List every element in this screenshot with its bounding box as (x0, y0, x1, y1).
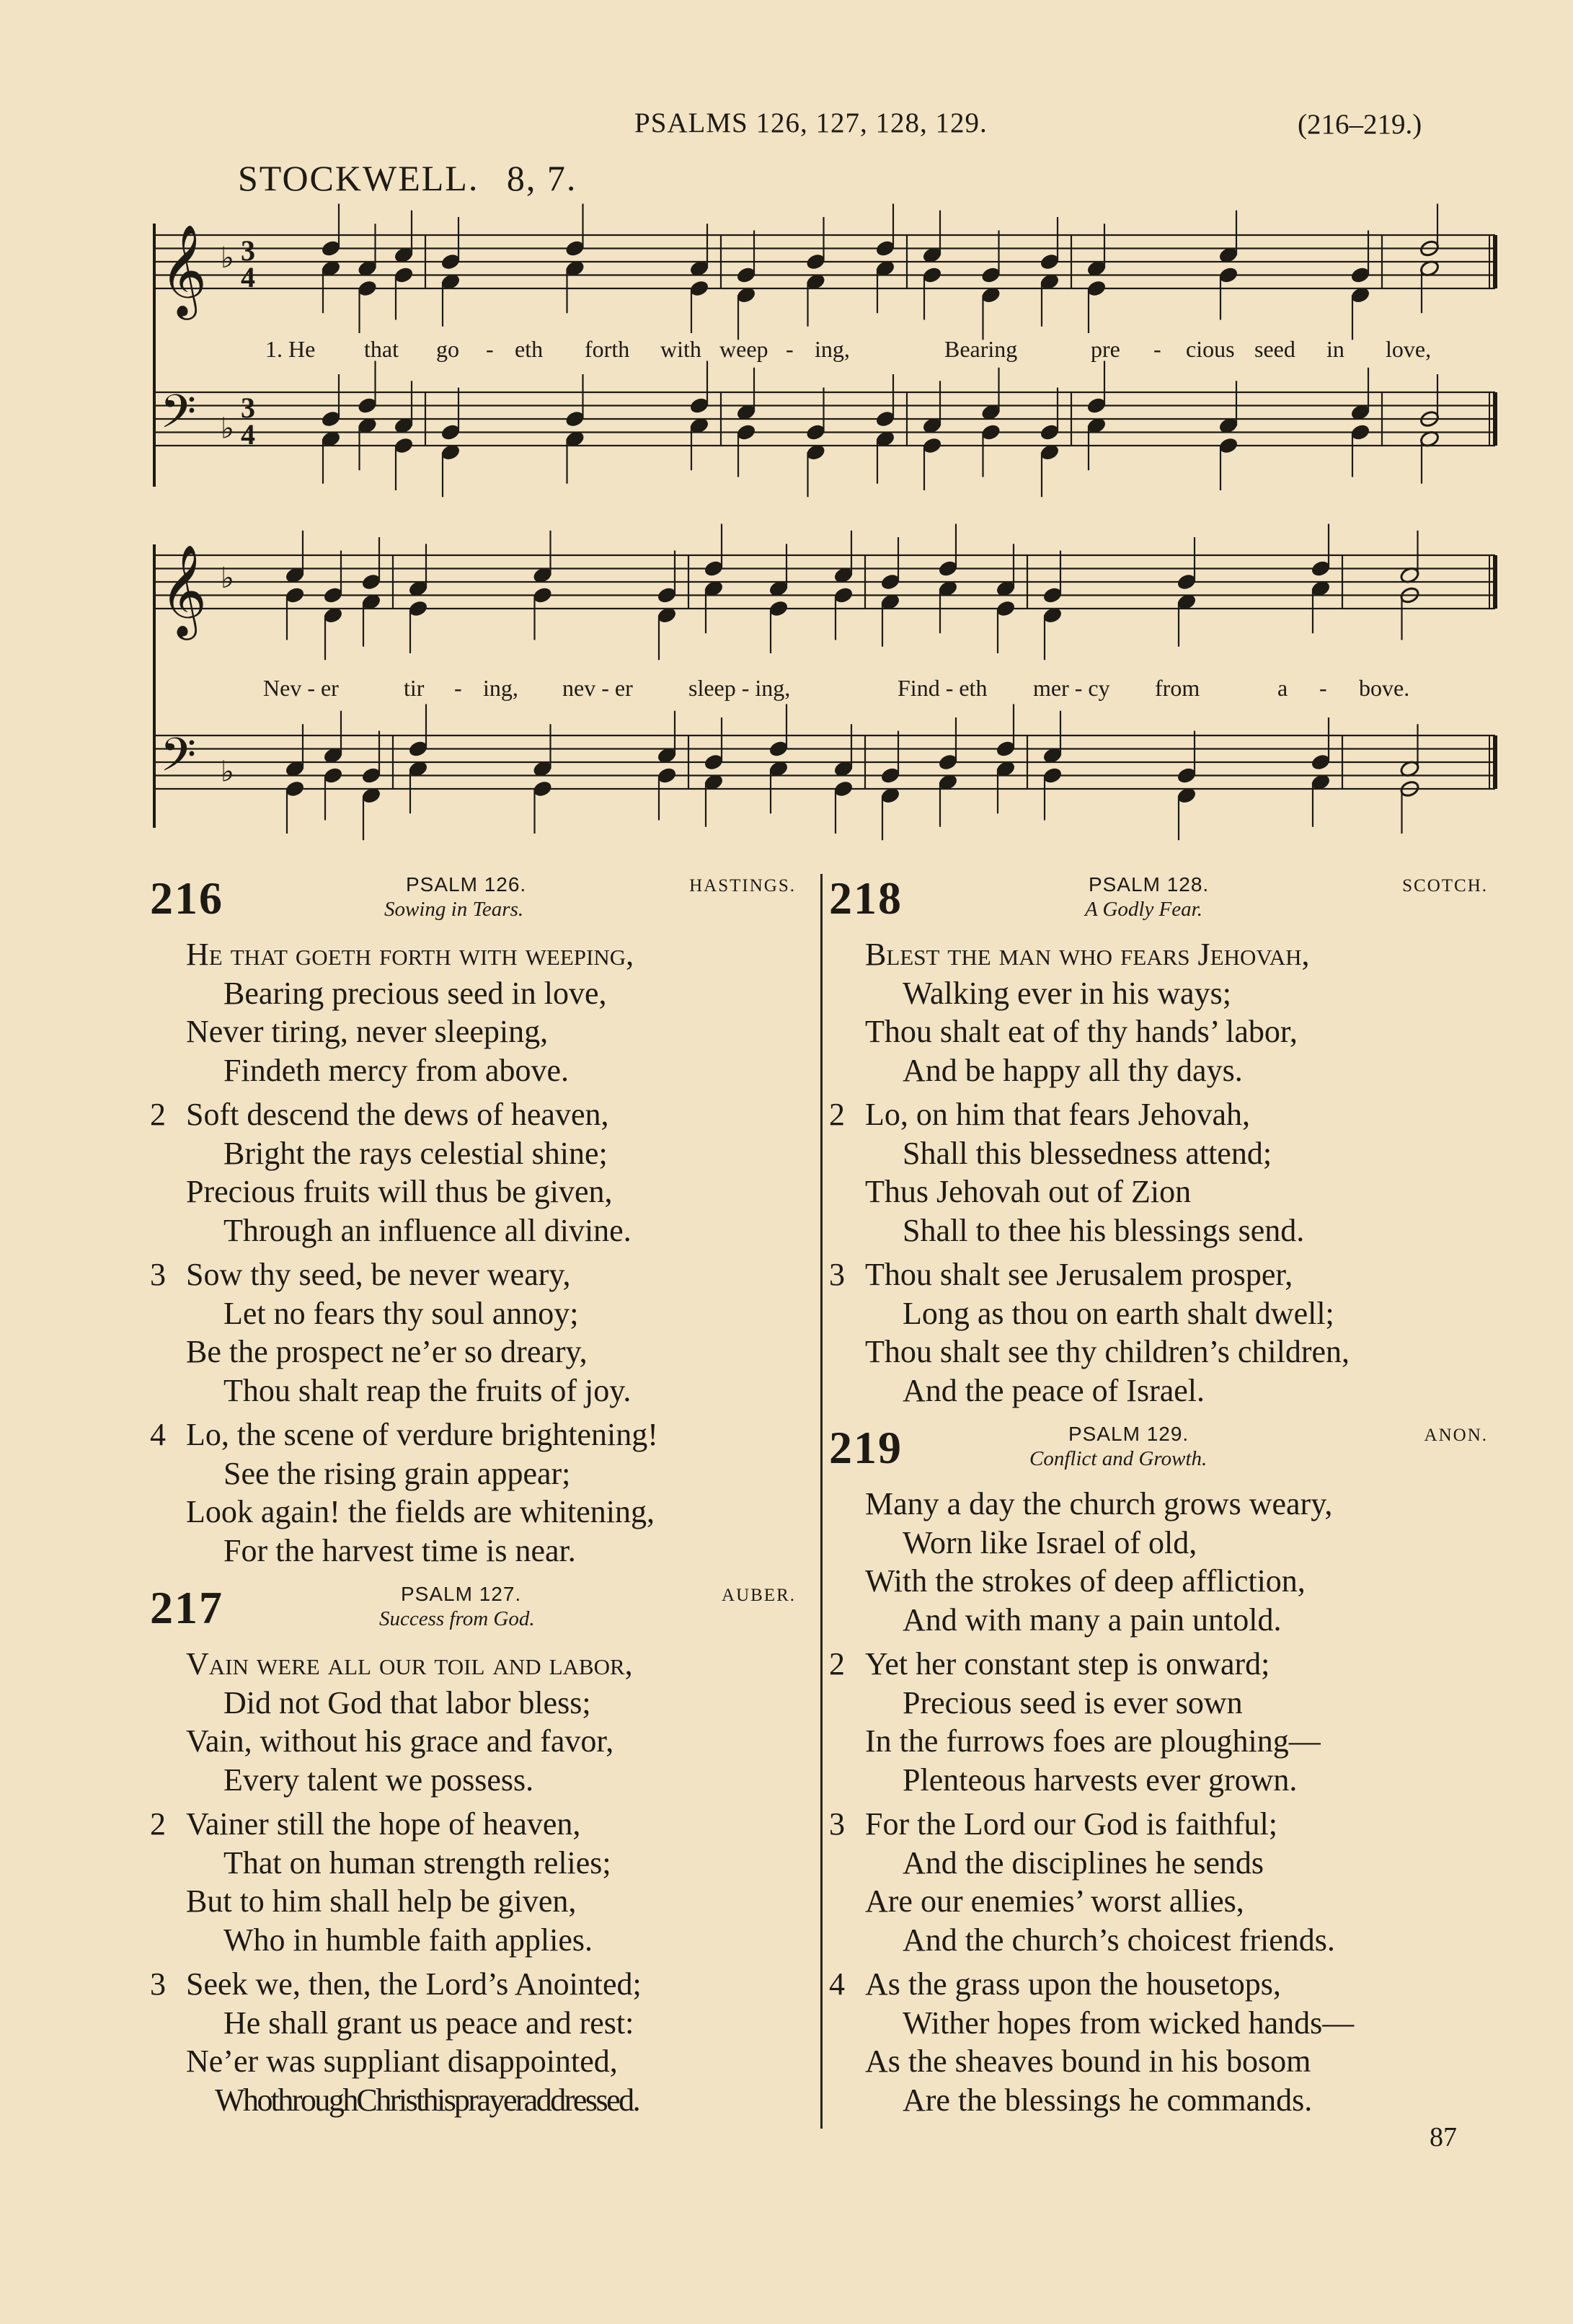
stanza (829, 1805, 1478, 1959)
verse-text: Seek we, then, the Lord’s Anointed; (186, 1966, 642, 2002)
verse-line (829, 1645, 1478, 1684)
verse-line (150, 1134, 792, 1173)
verse-text: With the strokes of deep affliction, (865, 1563, 1306, 1599)
verse-line (150, 974, 792, 1013)
stanza (150, 935, 792, 1090)
verse-text: Ne’er was suppliant disappointed, (186, 2044, 618, 2079)
verse-line (829, 1684, 1478, 1723)
verse-line (150, 1333, 792, 1371)
verse-line (150, 1255, 792, 1294)
hymn-number: 219 (829, 1422, 903, 1473)
verse-text: He shall grant us peace and rest: (223, 2005, 634, 2041)
lyric-syllable: Find - eth (898, 675, 988, 701)
verse-text: But to him shall help be given, (186, 1883, 577, 1919)
psalm-title: PSALM 129. (1068, 1423, 1189, 1445)
verse-line (150, 1454, 792, 1493)
verse-line (829, 1211, 1478, 1250)
lyric-syllable: mer - cy (1033, 675, 1110, 701)
stanza (829, 1645, 1478, 1799)
verse-text: And the peace of Israel. (903, 1372, 1205, 1408)
hymn-number: 216 (150, 872, 223, 924)
lyric-syllable: go (436, 336, 459, 362)
hymn-header (829, 869, 1488, 935)
hymn-subtitle: A Godly Fear. (1085, 898, 1202, 921)
tune-meter: 8, 7. (506, 158, 577, 198)
verse-line (829, 2081, 1478, 2120)
verse-text: Thus Jehovah out of Zion (865, 1174, 1192, 1209)
verse-text: Plenteous harvests ever grown. (903, 1762, 1298, 1798)
verse-line (829, 1921, 1478, 1960)
verse-text: That on human strength relies; (223, 1844, 611, 1881)
verse-text: Worn like Israel of old, (903, 1524, 1197, 1560)
hymn-number: 217 (150, 1582, 223, 1633)
verse-text: Findeth mercy from above. (223, 1052, 569, 1088)
psalm-title: PSALM 128. (1089, 873, 1210, 896)
verse-line (829, 1562, 1478, 1601)
lyric-syllable: bove. (1359, 675, 1410, 701)
verse-number: 2 (150, 1097, 166, 1132)
verse-number: 2 (150, 1806, 166, 1842)
lyric-syllable: - (486, 336, 494, 362)
time-signature-bottom: 4 (241, 261, 255, 293)
verse-line (150, 1882, 792, 1921)
verse-line (150, 1095, 792, 1134)
verse-text: Soft descend the dews of heaven, (186, 1097, 609, 1132)
verse-text: Blest the man who fears Jehovah, (865, 937, 1310, 972)
verse-number: 3 (150, 1966, 166, 2002)
stanza (150, 1255, 792, 1410)
verse-line (829, 1172, 1478, 1211)
verse-text: Lo, the scene of verdure brightening! (186, 1417, 658, 1452)
tune-name: SCOTCH. (1402, 876, 1488, 896)
hymn-header (829, 1418, 1488, 1485)
verse-line (150, 1172, 792, 1211)
tune-name: HASTINGS. (689, 876, 796, 896)
verse-text: Are the blessings he commands. (903, 2082, 1313, 2118)
time-signature-bottom: 4 (241, 418, 255, 451)
tune-name: STOCKWELL. (238, 158, 479, 198)
verse-line (829, 1965, 1478, 2004)
running-title: PSALMS 126, 127, 128, 129. (634, 107, 988, 138)
lyric-syllable: - (1153, 336, 1161, 362)
verse-text: Did not God that labor bless; (223, 1684, 591, 1720)
stanza (150, 1805, 792, 1959)
verse-text: Through an influence all divine. (223, 1212, 632, 1248)
verse-text: Precious fruits will thus be given, (186, 1174, 613, 1209)
verse-line (150, 1805, 792, 1844)
hymn-217 (150, 1578, 796, 2119)
verse-line (150, 935, 792, 974)
verse-text: For the Lord our God is faithful; (865, 1806, 1277, 1842)
lyric-syllable: sleep - ing, (688, 675, 791, 701)
verse-line (829, 1012, 1478, 1051)
verse-line (829, 1333, 1478, 1371)
verse-number: 2 (829, 1097, 845, 1132)
hymn-number: 218 (829, 872, 903, 924)
verse-text: Who in humble faith applies. (223, 1922, 593, 1958)
flat-key-signature: ♭ (221, 755, 234, 789)
lyric-syllable: pre (1091, 336, 1120, 362)
verse-line (150, 1051, 792, 1090)
verse-line (150, 1294, 792, 1333)
psalm-title: PSALM 126. (406, 873, 527, 896)
verse-line (829, 2042, 1478, 2081)
verse-line (829, 1722, 1478, 1761)
lyric-syllable: - (786, 336, 794, 362)
verse-line (829, 1805, 1478, 1844)
verse-text: And the church’s choicest friends. (903, 1922, 1335, 1958)
stanza (829, 1965, 1478, 2119)
verse-text: And the disciplines he sends (903, 1844, 1264, 1881)
verse-number: 2 (829, 1646, 845, 1682)
verse-text: Bearing precious seed in love, (223, 975, 607, 1011)
lyric-syllable: weep (719, 336, 768, 362)
verse-text: Vain, without his grace and favor, (186, 1723, 614, 1759)
verse-number: 4 (829, 1966, 845, 2002)
verse-line (150, 1761, 792, 1800)
hymn-218 (829, 869, 1488, 1410)
lyric-syllable: Bearing (944, 336, 1018, 362)
verse-line (150, 1532, 792, 1570)
verse-text: Never tiring, never sleeping, (186, 1014, 549, 1049)
verse-text: As the grass upon the housetops, (865, 1966, 1281, 2002)
stanza (150, 1415, 792, 1570)
stanza (150, 1965, 792, 2119)
lyric-syllable: ing, (483, 675, 518, 701)
verse-text: Who through Christ his prayer addressed. (215, 2082, 639, 2118)
left-column (150, 869, 796, 2125)
verse-text: Precious seed is ever sown (903, 1684, 1243, 1720)
verse-text: Yet her constant step is onward; (865, 1646, 1270, 1682)
verse-number: 4 (150, 1417, 166, 1452)
verse-text: Sow thy seed, be never weary, (186, 1257, 571, 1292)
verse-line (829, 935, 1478, 974)
column-divider (820, 874, 823, 2129)
bass-clef: 𝄢 (160, 385, 197, 451)
lyric-syllable: ing, (815, 336, 850, 362)
verse-line (150, 1012, 792, 1051)
treble-clef: 𝄞 (160, 224, 208, 316)
verse-text: Thou shalt eat of thy hands’ labor, (865, 1014, 1298, 1049)
verse-line (829, 1485, 1478, 1524)
verse-line (829, 1371, 1478, 1410)
verse-text: Wither hopes from wicked hands— (903, 2005, 1355, 2041)
lyric-syllable: eth (515, 336, 544, 362)
lyric-syllable: with (660, 336, 701, 362)
verse-line (829, 1601, 1478, 1640)
lyric-syllable: 1. He (265, 336, 316, 362)
verse-line (150, 1965, 792, 2004)
lyric-syllable: in (1326, 336, 1344, 362)
verse-text: Shall this blessedness attend; (903, 1135, 1272, 1171)
lyric-syllable: a (1277, 675, 1288, 701)
lyric-syllable: cious (1186, 336, 1235, 362)
verse-line (829, 1095, 1478, 1134)
lyric-syllable: tir (404, 675, 425, 701)
lyric-syllable: from (1155, 675, 1200, 701)
verse-text: Vain were all our toil and labor, (186, 1646, 633, 1682)
verse-text: See the rising grain appear; (223, 1455, 571, 1491)
verse-text: Are our enemies’ worst allies, (865, 1883, 1244, 1919)
stanza (150, 1645, 792, 1799)
verse-text: Bright the rays celestial shine; (223, 1135, 608, 1171)
hymn-header (150, 1578, 796, 1645)
lyrics-line-2 (0, 675, 1573, 704)
lyric-syllable: nev - er (562, 675, 633, 701)
verse-line (150, 2081, 792, 2120)
verse-line (829, 1524, 1478, 1563)
verse-line (150, 1415, 792, 1454)
flat-key-signature: ♭ (221, 562, 234, 595)
verse-line (829, 2004, 1478, 2043)
verse-text: Look again! the fields are whitening, (186, 1494, 655, 1529)
verse-text: In the furrows foes are ploughing— (865, 1723, 1321, 1759)
lyric-syllable: - (454, 675, 462, 701)
hymn-219 (829, 1418, 1488, 2119)
hymn-subtitle: Sowing in Tears. (384, 898, 524, 921)
hymn-header (150, 869, 796, 935)
verse-text: Vainer still the hope of heaven, (186, 1806, 581, 1842)
verse-text: Be the prospect ne’er so dreary, (186, 1334, 588, 1369)
verse-line (150, 2042, 792, 2081)
verse-number: 3 (150, 1257, 166, 1292)
verse-text: Lo, on him that fears Jehovah, (865, 1097, 1250, 1132)
lyric-syllable: - (1319, 675, 1327, 701)
psalm-title: PSALM 127. (401, 1583, 522, 1605)
verse-text: Long as thou on earth shalt dwell; (903, 1295, 1334, 1331)
verse-line (150, 1722, 792, 1761)
verse-line (829, 1255, 1478, 1294)
lyric-syllable: forth (585, 336, 630, 362)
verse-text: And be happy all thy days. (903, 1052, 1243, 1088)
hymn-subtitle: Conflict and Growth. (1029, 1447, 1208, 1470)
verse-line (829, 1294, 1478, 1333)
stanza (829, 935, 1478, 1090)
verse-text: Let no fears thy soul annoy; (223, 1295, 579, 1331)
verse-text: Shall to thee his blessings send. (903, 1212, 1305, 1248)
flat-key-signature: ♭ (221, 412, 234, 446)
verse-text: And with many a pain untold. (903, 1601, 1282, 1638)
music-score (0, 0, 1573, 851)
verse-line (150, 1921, 792, 1960)
tune-name: AUBER. (722, 1586, 796, 1605)
verse-number: 3 (829, 1806, 845, 1842)
verse-text: As the sheaves bound in his bosom (865, 2044, 1311, 2079)
stanza (150, 1095, 792, 1250)
verse-line (150, 1211, 792, 1250)
verse-text: He that goeth forth with weeping, (186, 937, 634, 972)
verse-line (829, 1051, 1478, 1090)
verse-line (829, 1134, 1478, 1173)
flat-key-signature: ♭ (221, 242, 234, 275)
stanza (829, 1485, 1478, 1639)
verse-line (829, 974, 1478, 1013)
verse-line (150, 1645, 792, 1684)
verse-line (150, 1844, 792, 1883)
verse-text: Many a day the church grows weary, (865, 1486, 1333, 1521)
hymn-216 (150, 869, 796, 1570)
lyric-syllable: Nev - er (263, 675, 339, 701)
verse-text: Thou shalt see Jerusalem prosper, (865, 1257, 1293, 1292)
lyric-syllable: that (364, 336, 399, 362)
verse-text: Every talent we possess. (223, 1762, 534, 1798)
time-signature-top: 3 (241, 392, 255, 424)
stanza (829, 1095, 1478, 1250)
lyric-syllable: seed (1254, 336, 1295, 362)
verse-line (829, 1761, 1478, 1800)
bass-clef: 𝄢 (160, 728, 197, 794)
verse-number: 3 (829, 1257, 845, 1292)
verse-text: Thou shalt see thy children’s children, (865, 1334, 1350, 1369)
lyrics-line-1 (0, 336, 1573, 365)
verse-line (150, 1371, 792, 1410)
right-column (829, 869, 1488, 2125)
tune-name: ANON. (1424, 1426, 1488, 1445)
page-number: 87 (1430, 2122, 1457, 2152)
verse-text: Walking ever in his ways; (903, 975, 1231, 1011)
verse-line (829, 1844, 1478, 1883)
verse-line (829, 1882, 1478, 1921)
verse-line (150, 1684, 792, 1723)
time-signature-top: 3 (241, 234, 255, 267)
hymn-range: (216–219.) (1298, 109, 1422, 140)
verse-text: Thou shalt reap the fruits of joy. (223, 1372, 632, 1408)
verse-line (150, 1493, 792, 1532)
treble-clef: 𝄞 (160, 544, 208, 636)
verse-text: For the harvest time is near. (223, 1532, 576, 1568)
lyric-syllable: love, (1386, 336, 1432, 362)
verse-line (150, 2004, 792, 2043)
hymn-subtitle: Success from God. (379, 1607, 535, 1630)
stanza (829, 1255, 1478, 1410)
